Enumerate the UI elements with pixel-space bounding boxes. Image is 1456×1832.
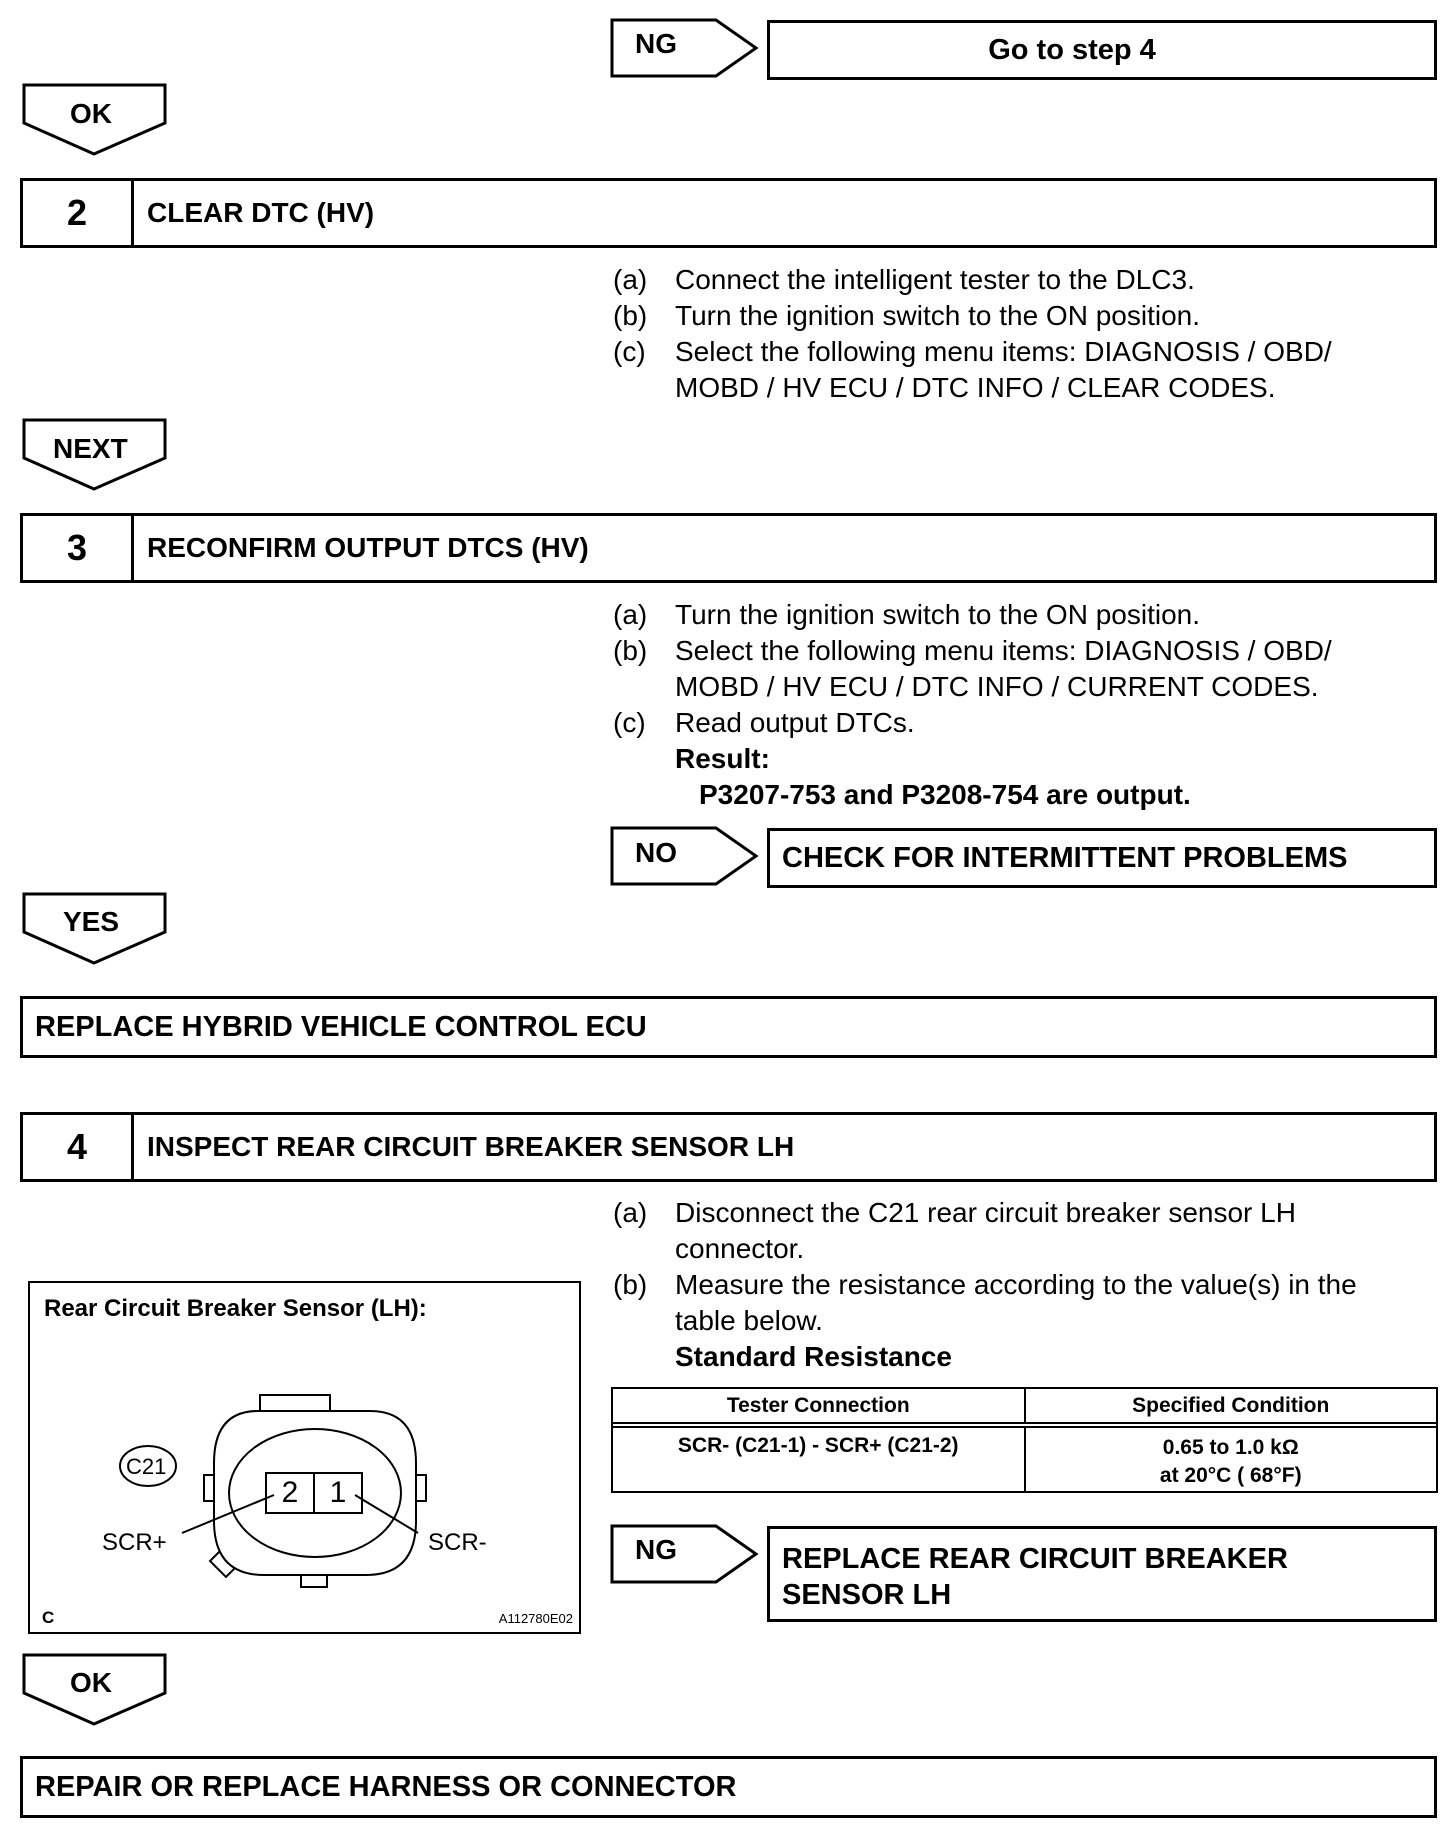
result-label: Result:	[675, 743, 770, 774]
step-4-instructions	[613, 1195, 1357, 1375]
table-cell-connection: SCR- (C21-1) - SCR+ (C21-2)	[612, 1427, 1025, 1492]
table-header-tester-connection: Tester Connection	[612, 1388, 1025, 1423]
ng-label-top: NG	[635, 28, 677, 59]
step-2-header	[20, 178, 1437, 248]
step-3-item-a: (a) Turn the ignition switch to the ON position.	[613, 599, 1200, 630]
intermittent-problems-text: CHECK FOR INTERMITTENT PROBLEMS	[782, 841, 1348, 874]
step-3-instructions	[613, 597, 1332, 813]
connector-figure	[28, 1281, 581, 1634]
step-4-title: INSPECT REAR CIRCUIT BREAKER SENSOR LH	[147, 1131, 795, 1162]
pin-2: 2	[281, 1476, 299, 1509]
table-row	[612, 1427, 1437, 1492]
step-4-header	[20, 1112, 1437, 1182]
replace-sensor-line-2: SENSOR LH	[782, 1579, 952, 1611]
table-header-specified-condition: Specified Condition	[1025, 1388, 1438, 1423]
ok-label-2: OK	[70, 1667, 112, 1698]
replace-ecu-text: REPLACE HYBRID VEHICLE CONTROL ECU	[35, 1010, 647, 1043]
no-label: NO	[635, 837, 677, 868]
pin-1: 1	[329, 1476, 347, 1509]
replace-ecu-box	[20, 996, 1437, 1058]
intermittent-problems-box	[767, 828, 1437, 888]
step-3-item-c: (c) Read output DTCs. Result: P3207-753 and P3208-754 are output.	[613, 705, 1332, 813]
table-cell-condition: 0.65 to 1.0 kΩ at 20°C ( 68°F)	[1025, 1427, 1438, 1492]
go-to-step-4-text: Go to step 4	[988, 33, 1156, 66]
connector-id: C21	[126, 1454, 167, 1479]
step-2-number: 2	[23, 181, 134, 245]
ng-arrow-top	[610, 18, 760, 78]
no-arrow	[610, 826, 760, 886]
yes-label: YES	[63, 906, 120, 937]
step-2-item-b: (b) Turn the ignition switch to the ON position.	[613, 300, 1200, 331]
standard-resistance-table	[611, 1387, 1438, 1493]
step-4-item-b: (b) Measure the resistance according to the value(s) in the table below. Standard Resistance	[613, 1267, 1357, 1375]
result-value: P3207-753 and P3208-754 are output.	[699, 779, 1191, 810]
next-label: NEXT	[53, 433, 128, 464]
step-3-title: RECONFIRM OUTPUT DTCS (HV)	[147, 532, 589, 563]
label-scr-minus: SCR-	[428, 1529, 487, 1556]
replace-sensor-line-1: REPLACE REAR CIRCUIT BREAKER	[782, 1543, 1288, 1575]
ng-arrow-step4	[610, 1524, 760, 1584]
step-4-item-a: (a) Disconnect the C21 rear circuit breaker sensor LH connector.	[613, 1197, 1296, 1264]
figure-code: A112780E02	[498, 1611, 573, 1626]
replace-sensor-box	[767, 1526, 1437, 1622]
standard-resistance-label: Standard Resistance	[675, 1341, 952, 1372]
step-2-item-c: (c) Select the following menu items: DIAGNOSIS / OBD/ MOBD / HV ECU / DTC INFO / CLEAR CODES.	[613, 336, 1332, 403]
step-3-item-b: (b) Select the following menu items: DIAGNOSIS / OBD/ MOBD / HV ECU / DTC INFO / CURRENT CODES.	[613, 635, 1332, 702]
connector-diagram	[30, 1283, 583, 1636]
label-scr-plus: SCR+	[102, 1529, 167, 1556]
figure-corner-code: C	[42, 1608, 55, 1627]
repair-harness-box	[20, 1756, 1437, 1818]
ng-label-step4: NG	[635, 1534, 677, 1565]
step-4-number: 4	[23, 1115, 134, 1179]
step-2-item-a: (a) Connect the intelligent tester to the DLC3.	[613, 264, 1195, 295]
step-2-instructions	[613, 262, 1332, 406]
repair-harness-text: REPAIR OR REPLACE HARNESS OR CONNECTOR	[35, 1770, 737, 1803]
step-2-title: CLEAR DTC (HV)	[147, 197, 375, 228]
figure-title: Rear Circuit Breaker Sensor (LH):	[44, 1295, 427, 1322]
go-to-step-4-box	[767, 20, 1437, 80]
step-3-header	[20, 513, 1437, 583]
step-3-number: 3	[23, 516, 134, 580]
ok-label-1: OK	[70, 98, 112, 129]
